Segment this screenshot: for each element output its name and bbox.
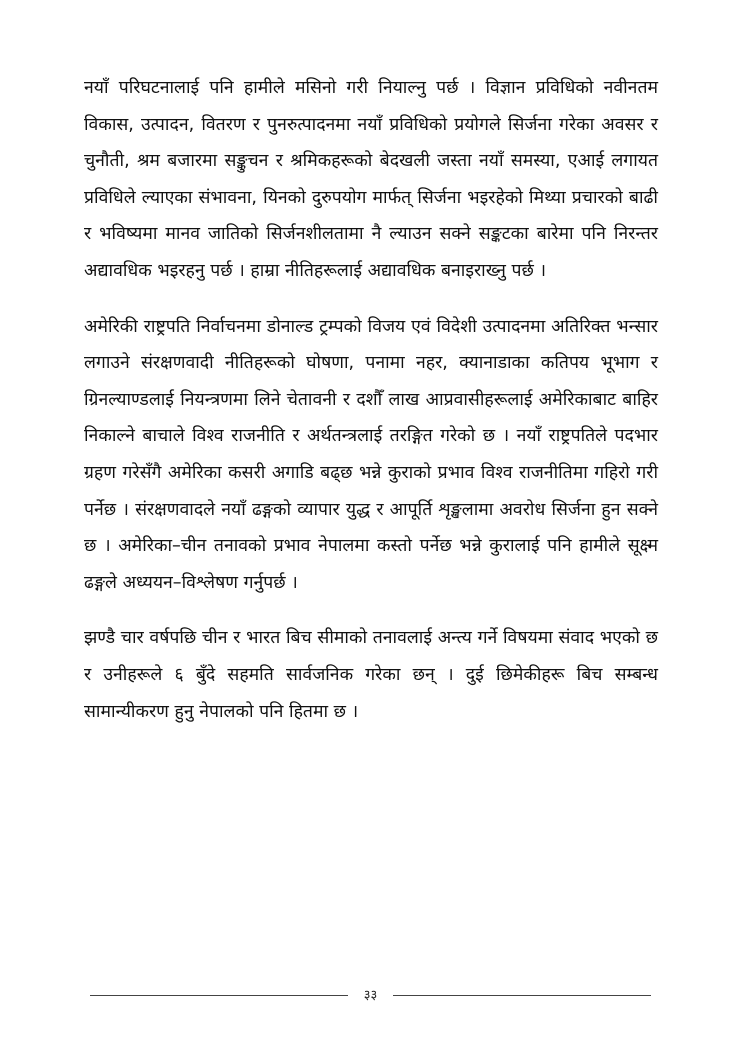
paragraph-1: नयाँ परिघटनालाई पनि हामीले मसिनो गरी नियाल्नु पर्छ । विज्ञान प्रविधिको नवीनतम विकास, उत्पादन, वितरण र पुनरुत्पादनमा नयाँ प्रविधिको प्रयोगले सिर्जना गरेका अवसर र चुनौती, श्रम बजारमा सङ्कुचन र श्रमिकहरूको बेदखली जस्ता नयाँ समस्या, एआई लगायत प्रविधिले ल्याएका संभावना, यिनको दुरुपयोग मार्फत् सिर्जना भइरहेको मिथ्या प्रचारको बाढी र भविष्यमा मानव जातिको सिर्जनशीलतामा नै ल्याउन सक्ने सङ्कटका बारेमा पनि निरन्तर अद्यावधिक भइरहनु पर्छ । हाम्रा नीतिहरूलाई अद्यावधिक बनाइराख्नु पर्छ । xyxy=(84,78,658,281)
footer-rule-right xyxy=(393,995,651,996)
paragraph-3: झण्डै चार वर्षपछि चीन र भारत बिच सीमाको तनावलाई अन्त्य गर्ने विषयमा संवाद भएको छ र उनीहरूले ६ बुँदे सहमति सार्वजनिक गरेका छन् । दुई छिमेकीहरू बिच सम्बन्ध सामान्यीकरण हुनु नेपालको पनि हितमा छ । xyxy=(84,628,658,722)
page-number: ३३ xyxy=(363,988,378,1003)
page-footer xyxy=(90,986,651,1006)
body-text xyxy=(84,70,658,749)
paragraph-2: अमेरिकी राष्ट्रपति निर्वाचनमा डोनाल्ड ट्रम्पको विजय एवं विदेशी उत्पादनमा अतिरिक्त भन्सार लगाउने संरक्षणवादी नीतिहरूको घोषणा, पनामा नहर, क्यानाडाका कतिपय भूभाग र ग्रिनल्याण्डलाई नियन्त्रणमा लिने चेतावनी र दशौँ लाख आप्रवासीहरूलाई अमेरिकाबाट बाहिर निकाल्ने बाचाले विश्व राजनीति र अर्थतन्त्रलाई तरङ्गित गरेको छ । नयाँ राष्ट्रपतिले पदभार ग्रहण गरेसँगै अमेरिका कसरी अगाडि बढ्छ भन्ने कुराको प्रभाव विश्व राजनीतिमा गहिरो गरी पर्नेछ । संरक्षणवादले नयाँ ढङ्गको व्यापार युद्ध र आपूर्ति शृङ्खलामा अवरोध सिर्जना हुन सक्ने छ । अमेरिका–चीन तनावको प्रभाव नेपालमा कस्तो पर्नेछ भन्ने कुरालाई पनि हामीले सूक्ष्म ढङ्गले अध्ययन–विश्लेषण गर्नुपर्छ । xyxy=(84,316,658,593)
footer-rule-left xyxy=(90,995,348,996)
